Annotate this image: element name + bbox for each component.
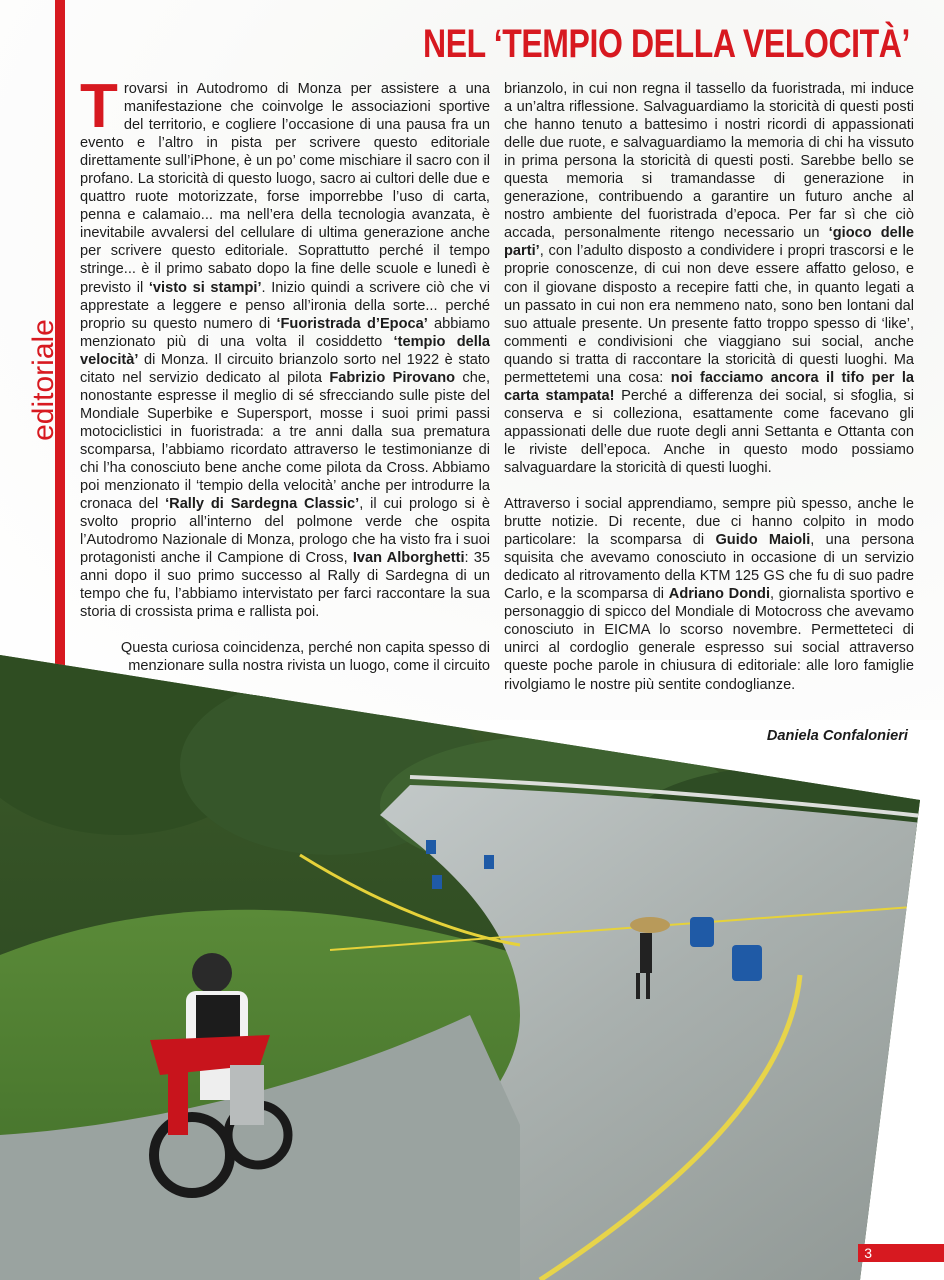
author-signature: Daniela Confalonieri — [766, 728, 908, 744]
text-run: rovarsi in Autodromo di Monza per assistere a una manifestazione che coinvolge le associazioni sportive del territorio, e cogliere l’occasione di una pausa fra un evento e l’altro in pista per scrivere questo editoriale direttamente sull’iPhone, è un po’ come mischiare il sacro con il profano. La storicità di questo luogo, sacro ai cultori delle due e quattro ruote motorizzate, forse imporrebbe l’uso di carta, penna e calamaio... ma nell’era della tecnologia avanzata, è inevitabile avvalersi del cellulare di ultima generazione anche per scrivere questo editoriale. Soprattutto perché il tempo stringe... è il primo sabato dopo la fine delle scuole e lunedì è previsto il — [80, 81, 490, 296]
text-run: : 35 anni dopo il suo primo successo al Rally di Sardegna di un tempo che fu, l’abbiamo intervistato per farci raccontare la sua storia di crossista prima e rallista poi. — [80, 550, 490, 621]
monza-banking-photo — [0, 655, 944, 1280]
text-run: Perché a differenza dei social, si sfoglia, si conserva e si colleziona, esattamente come facevano gli appassionati delle due ruote degli anni Settanta e Ottanta con le riviste dell’epoca. Anche in questo modo possiamo salvaguardare la storicità di questi luoghi. — [504, 387, 914, 476]
left-paragraph-1-text — [80, 72, 491, 621]
text-run: , una persona squisita che avevamo conosciuto in occasione di un servizio dedicato al ritrovamento della KTM 125 GS che fu di suo padre Carlo, e la scomparsa di — [504, 532, 914, 603]
right-paragraph-1-text — [504, 81, 914, 476]
right-column — [504, 80, 914, 712]
section-label: editoriale — [27, 319, 60, 441]
text-run: , giornalista sportivo e personaggio di spicco del Mondiale di Motocross che avevamo conosciuto in EICMA lo scorso novembre. Permetteteci di unirci al cordoglio generale espresso sui social attraverso queste poche parole in chiusura di editoriale: alle loro famiglie rivolgiamo le nostre più sentite condoglianze. — [504, 586, 914, 693]
page-title: NEL ‘TEMPIO DELLA VELOCITÀ’ — [423, 22, 910, 66]
left-column — [80, 72, 491, 694]
left-paragraph-2: Questa curiosa coincidenza, perché non capita spesso di menzionare sulla nostra rivista un luogo, come il circuito — [120, 640, 490, 675]
text-run: , il cui prologo si è svolto proprio all’interno del polmone verde che ospita l’Autodromo Nazionale di Monza, prologo che ha visto fra i suoi protagonisti anche il Campione di Cross, — [80, 496, 490, 567]
text-run: abbiamo menzionato più di una volta il cosiddetto — [80, 315, 490, 350]
bold-text-run: noi facciamo ancora il tifo per la carta stampata! — [504, 369, 914, 404]
bold-text-run: ‘Rally di Sardegna Classic’ — [165, 496, 360, 513]
bold-text-run: ‘tempio della velocità’ — [80, 333, 490, 368]
bold-text-run: ‘visto si stampi’ — [148, 279, 262, 296]
bold-text-run: ‘Fuoristrada d’Epoca’ — [276, 315, 428, 332]
text-run: brianzolo, in cui non regna il tassello da fuoristrada, mi induce a un’altra riflessione. Salvaguardiamo la storicità di questi posti che hanno tenuto a battesimo i nostri ricordi di appassionati delle due ruote, e salvaguardiamo la memoria di chi ha vissuto in prima persona la storicità di questi posti. Sarebbe bello se questa memoria si tramandasse di generazione in generazione, contribuendo a garantire un futuro anche al nostro ambiente del fuoristrada d’epoca. Per far sì che ciò accada, personalmente ritengo necessario un — [504, 81, 914, 242]
right-paragraph-1 — [504, 80, 914, 477]
bold-text-run: ‘gioco delle parti’ — [504, 225, 915, 260]
bold-text-run: Fabrizio Pirovano — [329, 369, 456, 386]
photo-illustration — [0, 655, 944, 1280]
text-run: Attraverso i social apprendiamo, sempre più spesso, anche le brutte notizie. Di recente, due ci hanno colpito in modo particolare: la scomparsa di — [504, 496, 914, 549]
bold-text-run: Adriano Dondi — [668, 586, 770, 603]
bold-text-run: Guido Maioli — [715, 532, 811, 549]
page-number: 3 — [864, 1245, 872, 1261]
text-run: che, nonostante espresse il meglio di sé sfrecciando sulle piste del Mondiale Superbike e Supersport, mosse i suoi primi passi motociclistici in fuoristrada: a tre anni dalla sua prematura scomparsa, l’abbiamo ricordato attraverso le testimonianze di chi l’ha conosciuto bene anche come pilota da Cross. Abbiamo poi menzionato il ‘tempio della velocità’ anche per introdurre la cronaca del — [80, 369, 491, 513]
text-run: . Inizio quindi a scrivere ciò che vi apprestate a leggere e penso all’ironia della sorte... perché proprio su questo numero di — [80, 279, 490, 332]
drop-cap: T — [80, 72, 118, 141]
left-paragraph-1 — [80, 72, 491, 621]
bold-text-run: Ivan Alborghetti — [352, 550, 465, 567]
text-run: , con l’adulto disposto a condividere i propri trascorsi e le proprie conoscenze, di cui non deve essere affatto geloso, e con il giovane disposto a recepire fatti che, in quanto legati a un passato in cui non era nemmeno nato, sono ben lontani dal suo attuale presente. Un presente fatto troppo spesso di ‘like’, commenti e condivisioni che viaggiano sui social, anche quando si tratta di raccontare la storicità di questi luoghi. Ma permettetemi una cosa: — [504, 243, 914, 386]
text-run: di Monza. Il circuito brianzolo sorto nel 1922 è stato citato nel servizio dedicato al pilota — [80, 351, 490, 386]
